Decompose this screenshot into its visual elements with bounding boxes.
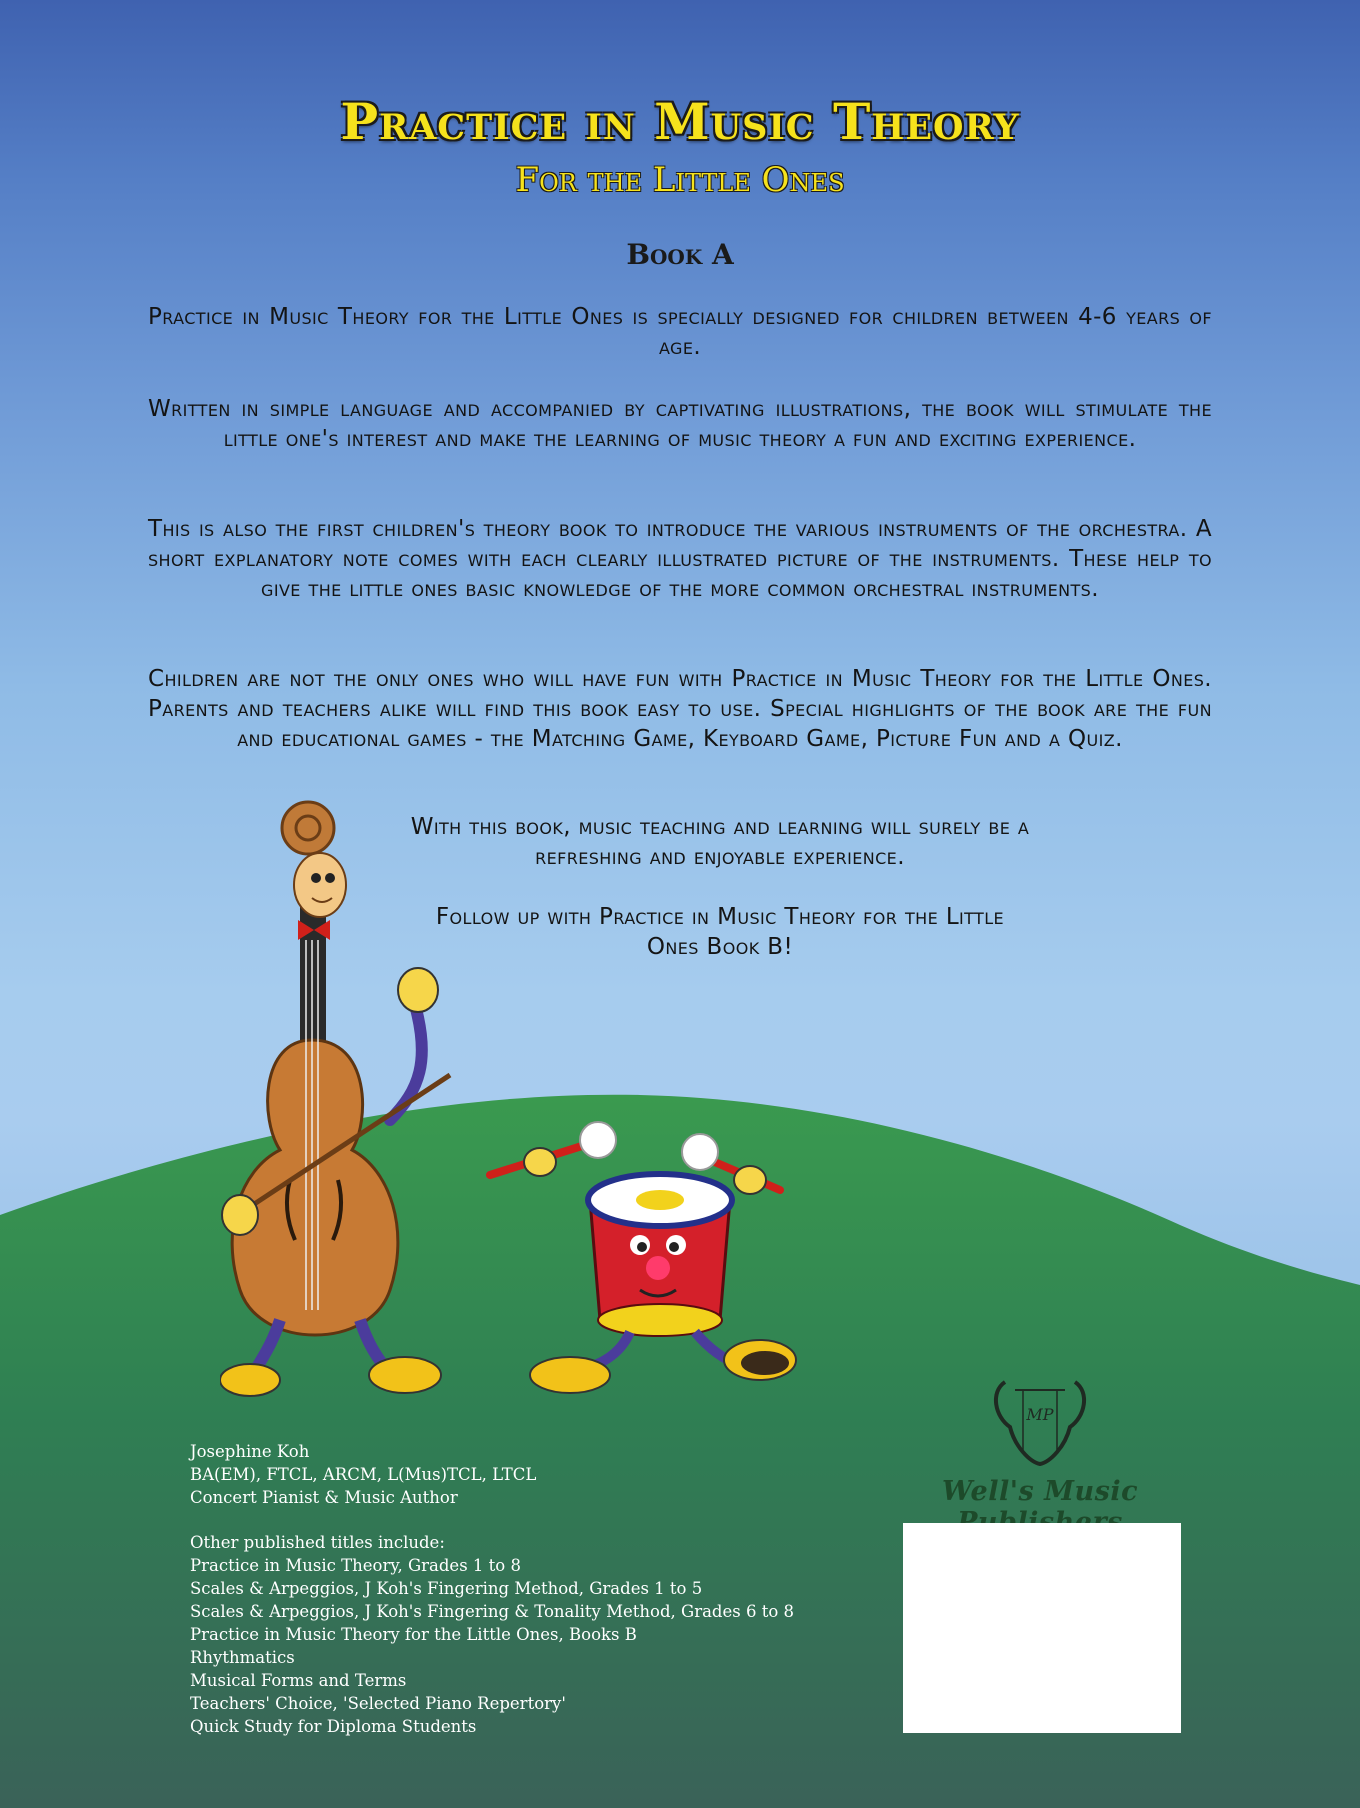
list-item: Quick Study for Diploma Students: [190, 1717, 477, 1736]
list-item: Scales & Arpeggios, J Koh's Fingering & Tonality Method, Grades 6 to 8: [190, 1602, 795, 1621]
description-paragraph: Written in simple language and accompanied by captivating illustrations, the book will stimulate the little one's interest and make the learning of music theory a fun and exciting experience.: [148, 396, 1212, 452]
description-paragraph: Children are not the only ones who will have fun with Practice in Music Theory for the Little Ones. Parents and teachers alike will find this book easy to use. Special highlights of the book are the fun and educational games - the Matching Game, Keyboard Game, Picture Fun and a Quiz.: [148, 666, 1212, 752]
list-item: Musical Forms and Terms: [190, 1671, 407, 1690]
other-titles-list: [190, 1531, 794, 1738]
list-item: Rhythmatics: [190, 1648, 295, 1667]
author-info: [190, 1440, 536, 1509]
list-item: Scales & Arpeggios, J Koh's Fingering Method, Grades 1 to 5: [190, 1579, 703, 1598]
description-paragraph: With this book, music teaching and learning will surely be a refreshing and enjoyable experience.: [410, 814, 1030, 870]
description-paragraph: Practice in Music Theory for the Little Ones is specially designed for children between 4-6 years of age.: [148, 304, 1212, 360]
list-item: Practice in Music Theory, Grades 1 to 8: [190, 1556, 521, 1575]
drum-character-illustration: [480, 1120, 830, 1400]
author-role: Concert Pianist & Music Author: [190, 1488, 458, 1507]
description-paragraph: This is also the first children's theory book to introduce the various instruments of the orchestra. A short explanatory note comes with each clearly illustrated picture of the instruments. These help to give the little ones basic knowledge of the more common orchestral instruments.: [148, 516, 1212, 602]
logo-letters: MP: [1026, 1405, 1054, 1424]
book-volume-label: Book A: [626, 238, 734, 271]
list-item: Practice in Music Theory for the Little Ones, Books B: [190, 1625, 637, 1644]
list-item: Teachers' Choice, 'Selected Piano Repertory': [190, 1694, 566, 1713]
book-title: Practice in Music Theory: [340, 92, 1020, 151]
double-bass-character-illustration: [220, 790, 480, 1400]
other-titles-heading: Other published titles include:: [190, 1533, 445, 1552]
author-credentials: BA(EM), FTCL, ARCM, L(Mus)TCL, LTCL: [190, 1465, 537, 1484]
book-subtitle: For the Little Ones: [515, 160, 845, 200]
publisher-lyre-logo: [985, 1372, 1095, 1472]
publisher-name: Well's Music: [941, 1476, 1139, 1507]
barcode-placeholder: [903, 1523, 1181, 1733]
author-name: Josephine Koh: [190, 1442, 310, 1461]
follow-up-note: Follow up with Practice in Music Theory for the Little Ones Book B!: [435, 904, 1005, 960]
